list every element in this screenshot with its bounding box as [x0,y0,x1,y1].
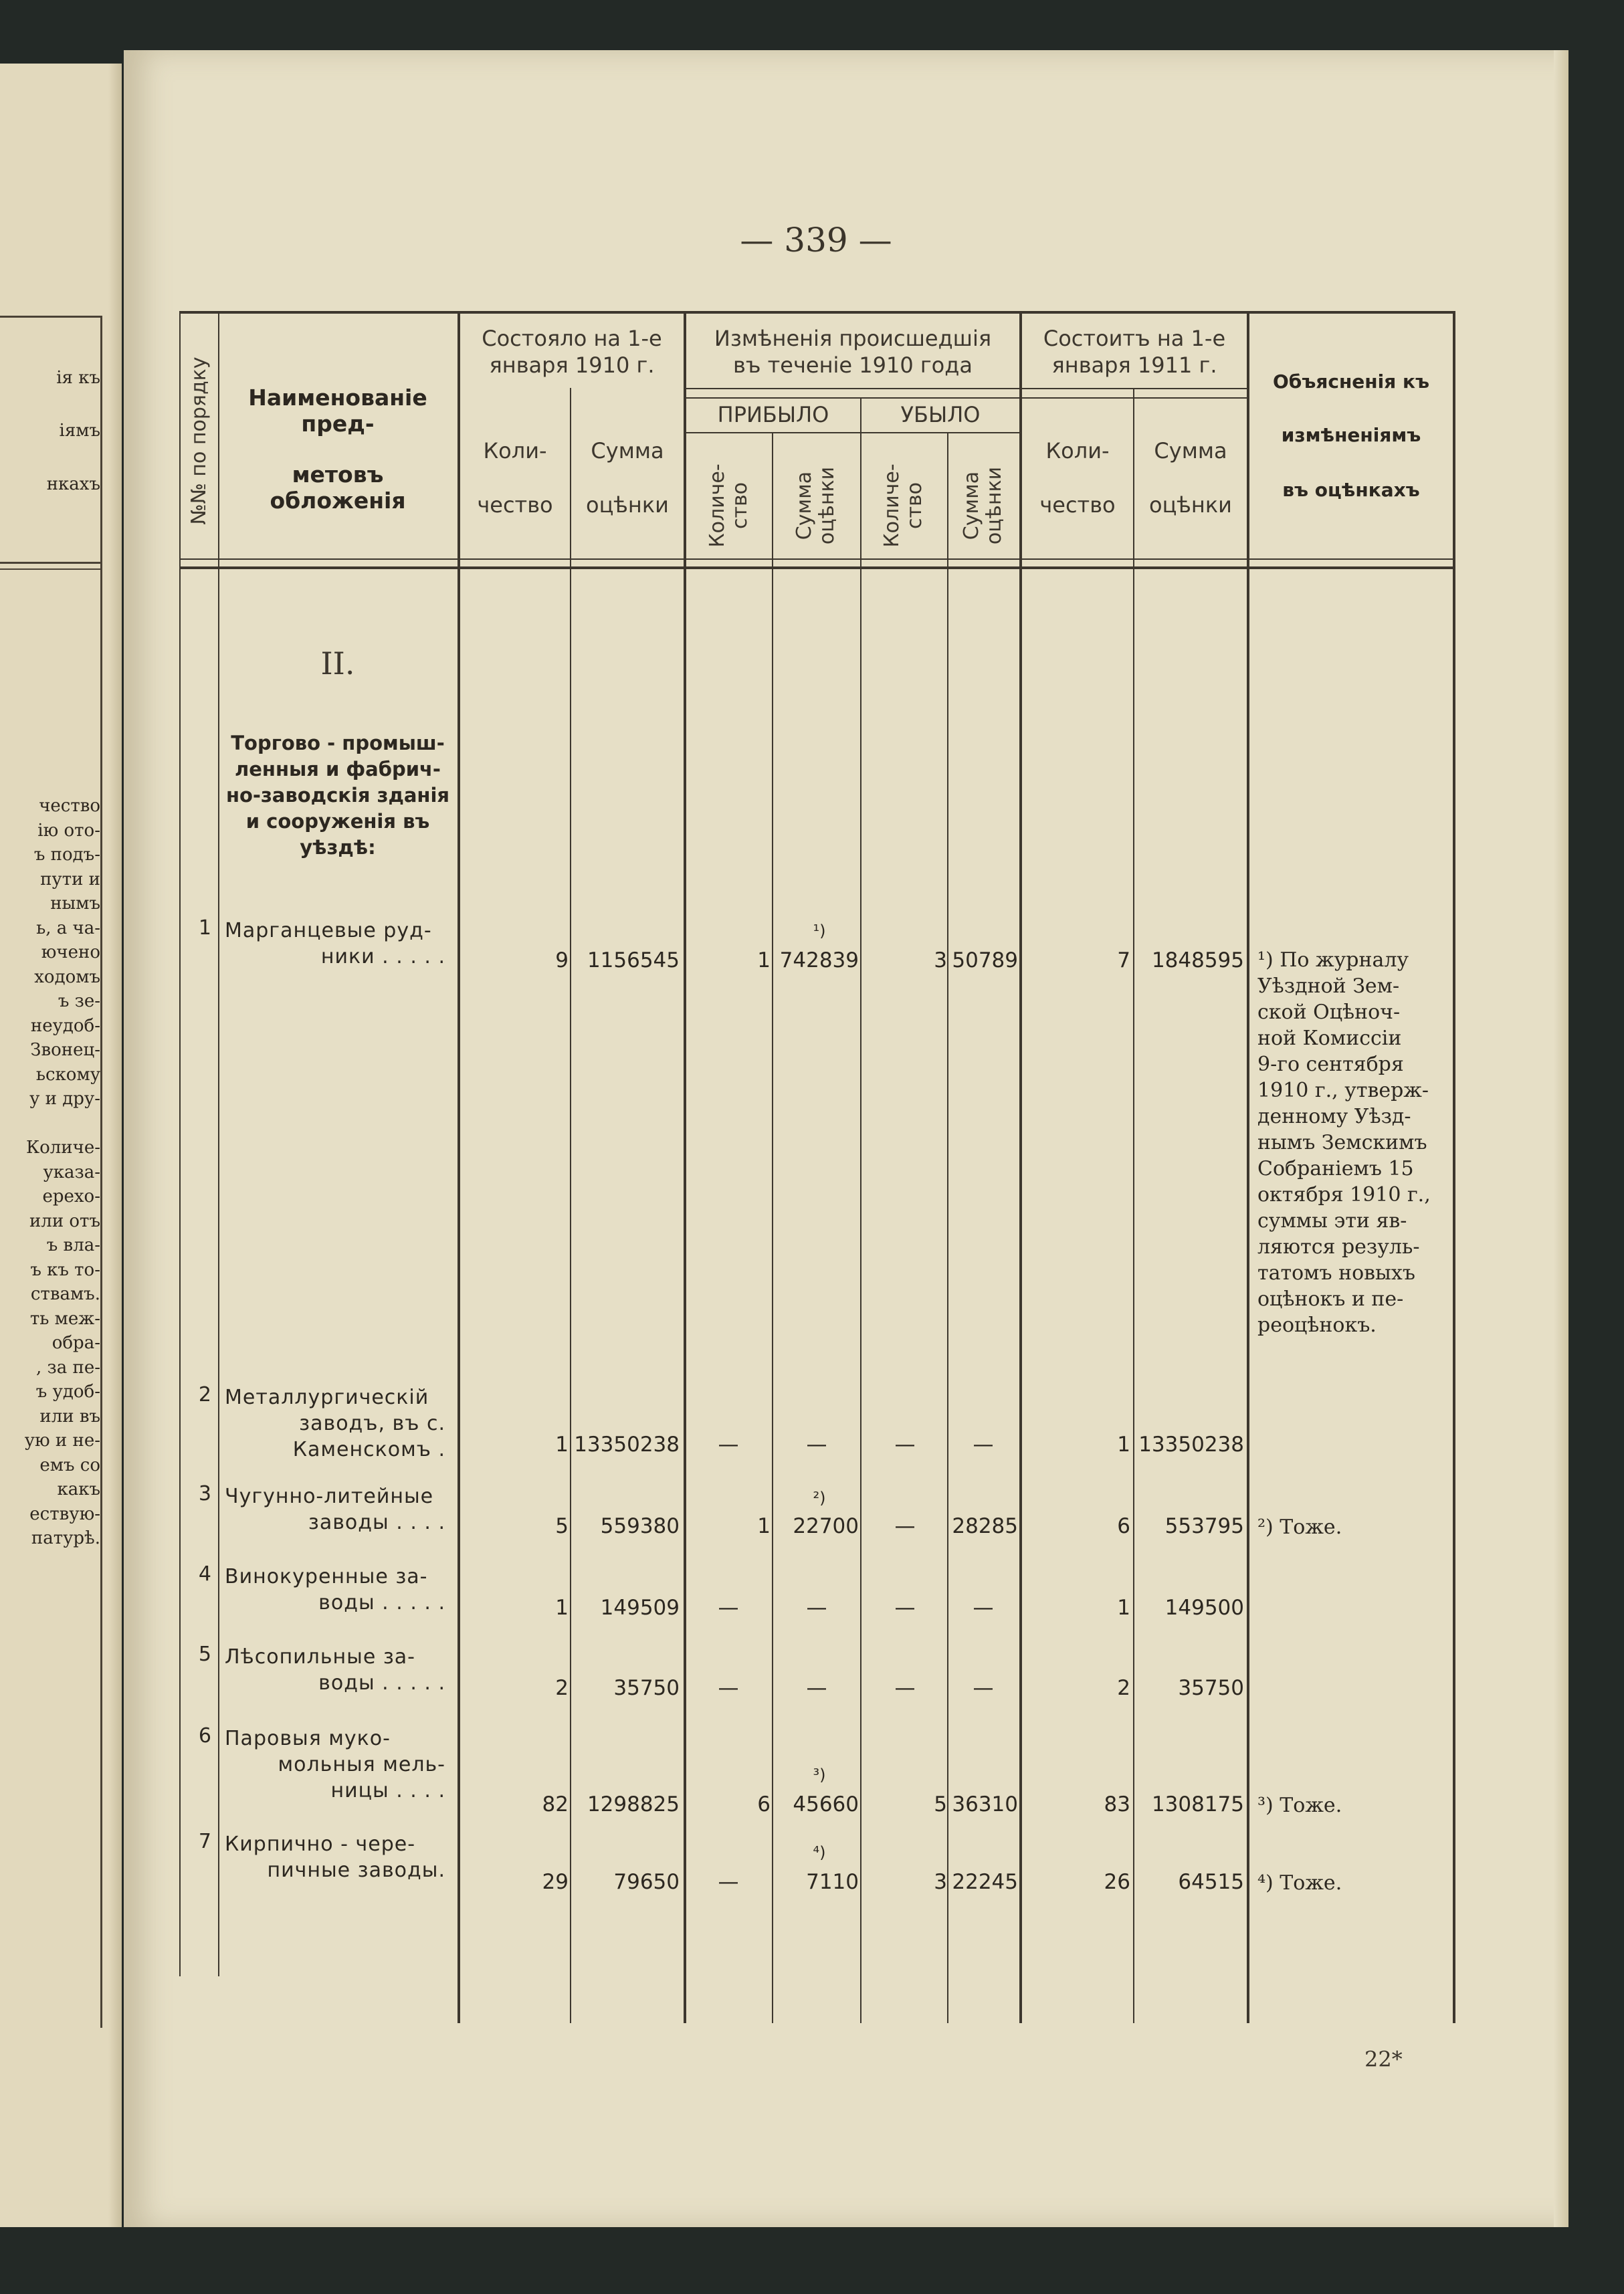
row-number: 1 [198,916,211,940]
cell-arr-sum: 22700 [793,1514,859,1538]
row-name-line: Металлургическій [225,1386,429,1409]
left-body-line: какъ [57,1479,100,1499]
cell-sum-1910: 559380 [600,1514,680,1538]
cell-dep-sum: 22245 [952,1870,1018,1894]
arrived-footnote-marker: ²) [813,1489,826,1507]
column-rule [947,432,948,2023]
left-body-line: ъ къ то- [30,1259,100,1280]
row-name-line: Паровыя муко- [225,1727,391,1750]
column-rule [772,432,773,2023]
row-name-line: мольныя мель- [278,1753,445,1776]
row-note-line: Собраніемъ 15 [1257,1157,1414,1180]
row-name [225,1726,445,1804]
header-quantity-1910-1: Коли- [483,438,547,463]
row-note [1257,1870,1449,1896]
row-note-line: ²) Тоже. [1257,1516,1342,1539]
page-number: — 339 — [740,221,892,259]
left-body-line: Звонец- [30,1040,100,1060]
row-name [225,1644,445,1696]
row-name-line: заводъ, въ с. [299,1412,445,1435]
header-quantity-1911-1: Коли- [1045,438,1110,463]
cell-qty-1911: 83 [1104,1792,1130,1816]
section-number: II. [320,645,355,682]
cell-dep-qty: 3 [934,1870,947,1894]
page-signature: 22* [1364,2047,1403,2072]
header-changes-1: Измѣненія происшедшія [714,326,992,351]
column-rule [1453,311,1455,2023]
header-arrived: ПРИБЫЛО [717,402,829,427]
cell-dep-sum: 36310 [952,1792,1018,1816]
section-title-line: Торгово - промыш- [231,732,445,754]
header-rule [685,432,1021,433]
header-changes-2: въ теченіе 1910 года [733,352,973,378]
header-rule [685,388,1248,389]
row-name-line: ницы . . . . [330,1779,445,1802]
header-as-of-1910-1: Состояло на 1-е [482,326,662,351]
cell-arr-qty: 6 [757,1792,771,1816]
left-body-line: ъ вла- [46,1235,100,1255]
cell-sum-1911: 35750 [1178,1676,1244,1700]
arrived-footnote-marker: ⁴) [813,1843,826,1862]
header-item-name-2: метовъ обложенія [270,461,406,514]
left-body-line: нымъ [50,894,100,914]
cell-sum-1911: 1308175 [1151,1792,1244,1816]
header-sum-1911-2: оцѣнки [1149,492,1232,518]
cell-sum-1911: 13350238 [1138,1433,1244,1457]
left-body-line: патурѣ. [31,1528,100,1548]
column-rule [684,311,686,2023]
row-name-line: Кирпично - чере- [225,1833,416,1856]
row-note-line: ⁴) Тоже. [1257,1871,1342,1895]
left-body-line: или отъ [29,1211,100,1231]
left-body-line: ую и не- [24,1431,100,1451]
left-table-rule [0,316,100,318]
row-note-line: 9-го сентября [1257,1053,1404,1076]
cell-arr-qty: — [718,1596,739,1620]
row-name [225,1384,445,1463]
cell-arr-qty: — [718,1676,739,1700]
row-name [225,1831,445,1883]
row-note-line: реоцѣнокъ. [1257,1314,1377,1337]
row-number: 7 [198,1830,211,1853]
cell-sum-1910: 79650 [613,1870,680,1894]
header-arrived-quantity: Количе- ство [706,463,752,548]
cell-sum-1910: 35750 [613,1676,680,1700]
row-name-line: Лѣсопильные за- [225,1645,415,1669]
cell-dep-sum: 50789 [952,948,1018,972]
header-notes-2: измѣненіямъ [1281,424,1421,446]
left-body-line: , за пе- [36,1357,100,1378]
left-body-line: ествую- [29,1503,100,1524]
left-body-line: у и дру- [29,1089,100,1109]
row-note-line: ляются резуль- [1257,1235,1420,1259]
cell-qty-1911: 1 [1117,1596,1130,1620]
column-rule [179,311,181,1976]
left-body-line: чество [39,796,100,816]
left-body-line: ъ подъ- [33,845,100,865]
table-top-rule [179,311,1455,314]
cell-qty-1910: 29 [542,1870,569,1894]
left-header-text: іямъ [59,421,100,441]
row-note [1257,1792,1449,1818]
left-body-line: ьскому [35,1064,100,1085]
row-number: 3 [198,1482,211,1505]
row-note-line: суммы эти яв- [1257,1209,1407,1233]
row-note-line: ской Оцѣноч- [1257,1001,1401,1024]
header-departed-quantity: Количе- ство [880,463,926,548]
row-note-line: октября 1910 г., [1257,1183,1431,1207]
row-number: 2 [198,1383,211,1406]
cell-sum-1911: 1848595 [1151,948,1244,972]
cell-dep-sum: — [973,1676,994,1700]
row-note-line: Уѣздной Зем- [1257,974,1400,998]
section-title-line: и сооруженія въ [245,810,430,833]
left-table-rule [0,568,100,570]
column-rule [570,388,571,2023]
column-rule [458,311,460,2023]
row-note [1257,1514,1449,1540]
left-body-line: ъ удоб- [35,1382,100,1402]
left-page-fragment [0,64,122,2227]
page-fold [108,64,122,2227]
cell-qty-1910: 1 [555,1433,569,1457]
arrived-footnote-marker: ¹) [813,922,826,940]
cell-dep-sum: 28285 [952,1514,1018,1538]
row-name-line: ники . . . . . [320,945,445,968]
cell-qty-1910: 9 [555,948,569,972]
cell-qty-1910: 1 [555,1596,569,1620]
cell-dep-qty: — [894,1514,916,1538]
cell-qty-1910: 2 [555,1676,569,1700]
cell-qty-1911: 2 [1117,1676,1130,1700]
left-table-rule [100,316,102,2028]
header-as-of-1910-2: января 1910 г. [489,352,655,378]
cell-dep-qty: 3 [934,948,947,972]
row-name [225,1483,445,1536]
cell-qty-1910: 82 [542,1792,569,1816]
cell-sum-1911: 64515 [1178,1870,1244,1894]
header-sum-1910-1: Сумма [591,438,664,463]
header-rule [685,397,1248,399]
cell-qty-1911: 1 [1117,1433,1130,1457]
row-name-line: заводы . . . . [308,1511,445,1534]
left-header-text: нкахъ [46,474,100,494]
arrived-footnote-marker: ³) [813,1766,826,1784]
row-note-line: денному Уѣзд- [1257,1105,1411,1128]
column-rule [1133,388,1134,2023]
cell-dep-qty: — [894,1433,916,1457]
header-order-number: №№ по порядку [187,356,211,525]
row-name-line: воды . . . . . [318,1591,445,1614]
header-as-of-1911-1: Состоитъ на 1-е [1043,326,1226,351]
cell-sum-1911: 553795 [1164,1514,1244,1538]
row-name [225,1564,445,1616]
cell-arr-sum: 7110 [806,1870,859,1894]
row-note-line: ¹) По журналу [1257,948,1409,972]
header-sum-1911-1: Сумма [1154,438,1227,463]
header-arrived-sum: Сумма оцѣнки [793,466,839,545]
cell-sum-1910: 149509 [600,1596,680,1620]
cell-arr-sum: — [806,1676,827,1700]
row-number: 5 [198,1643,211,1666]
header-item-name-1: Наименованіе пред- [248,385,427,437]
cell-sum-1910: 1156545 [587,948,680,972]
left-body-line: указа- [43,1162,100,1182]
left-header-text: ія къ [56,368,100,388]
left-body-line: ть меж- [29,1308,100,1329]
cell-sum-1910: 1298825 [587,1792,680,1816]
row-note-line: 1910 г., утверж- [1257,1079,1429,1102]
left-body-line: ерехо- [42,1186,100,1207]
row-number: 4 [198,1562,211,1586]
row-note-line: ной Комиссіи [1257,1027,1402,1050]
left-body-line: емъ со [39,1455,100,1475]
left-body-line: ь, а ча- [36,918,100,938]
row-name [225,918,445,970]
column-rule [860,397,861,2023]
left-body-line: обра- [52,1333,100,1353]
cell-arr-sum: — [806,1596,827,1620]
header-departed-sum: Сумма оцѣнки [960,466,1006,545]
cell-arr-qty: — [718,1870,739,1894]
left-body-line: ію ото- [37,820,100,841]
header-quantity-1910-2: чество [477,492,553,518]
cell-dep-qty: — [894,1676,916,1700]
cell-dep-qty: 5 [934,1792,947,1816]
section-title-line: но-заводскія зданія [225,784,450,807]
header-bottom-rule [179,566,1455,569]
cell-arr-sum: — [806,1433,827,1457]
row-note-line: оцѣнокъ и пе- [1257,1287,1404,1311]
header-notes-3: въ оцѣнкахъ [1282,479,1420,501]
cell-sum-1911: 149500 [1164,1596,1244,1620]
row-name-line: воды . . . . . [318,1671,445,1695]
header-notes-1: Объясненія къ [1272,371,1430,393]
section-title [221,730,455,861]
header-quantity-1911-2: чество [1039,492,1116,518]
row-note-line: нымъ Земскимъ [1257,1131,1427,1154]
header-as-of-1911-2: января 1911 г. [1051,352,1217,378]
row-name-line: Винокуренные за- [225,1565,428,1588]
cell-qty-1911: 7 [1117,948,1130,972]
left-body-line: пути и [40,869,100,890]
row-number: 6 [198,1724,211,1748]
left-body-line: неудоб- [30,1015,100,1036]
column-rule [218,311,219,1976]
row-name-line: пичные заводы. [267,1859,445,1882]
section-title-line: уѣздѣ: [300,836,376,859]
cell-sum-1910: 13350238 [574,1433,680,1457]
column-rule [1019,311,1022,2023]
cell-qty-1910: 5 [555,1514,569,1538]
row-note-line: ³) Тоже. [1257,1794,1342,1817]
cell-arr-qty: 1 [757,948,771,972]
header-departed: УБЫЛО [900,402,981,427]
left-body-line: ствамъ. [30,1284,100,1304]
left-body-line: ючено [41,942,100,962]
cell-qty-1911: 26 [1104,1870,1130,1894]
left-body-line: ъ зе- [58,991,100,1011]
column-rule [1247,311,1249,2023]
header-sum-1910-2: оцѣнки [586,492,669,518]
row-name-line: Чугунно-литейные [225,1485,434,1508]
left-body-line: ходомъ [34,966,100,987]
left-table-rule [0,562,100,564]
cell-arr-sum: 45660 [793,1792,859,1816]
cell-qty-1911: 6 [1117,1514,1130,1538]
cell-arr-qty: — [718,1433,739,1457]
row-name-line: Марганцевые руд- [225,919,432,942]
row-note-line: татомъ новыхъ [1257,1261,1415,1285]
cell-dep-qty: — [894,1596,916,1620]
row-note [1257,947,1449,1338]
cell-arr-qty: 1 [757,1514,771,1538]
left-body-line: Количе- [26,1138,100,1158]
left-body-line: или въ [39,1406,100,1427]
section-title-line: ленныя и фабрич- [235,758,441,780]
cell-arr-sum: 742839 [779,948,859,972]
cell-dep-sum: — [973,1596,994,1620]
row-name-line: Каменскомъ . [292,1438,445,1461]
page-edge [1554,50,1568,2227]
cell-dep-sum: — [973,1433,994,1457]
